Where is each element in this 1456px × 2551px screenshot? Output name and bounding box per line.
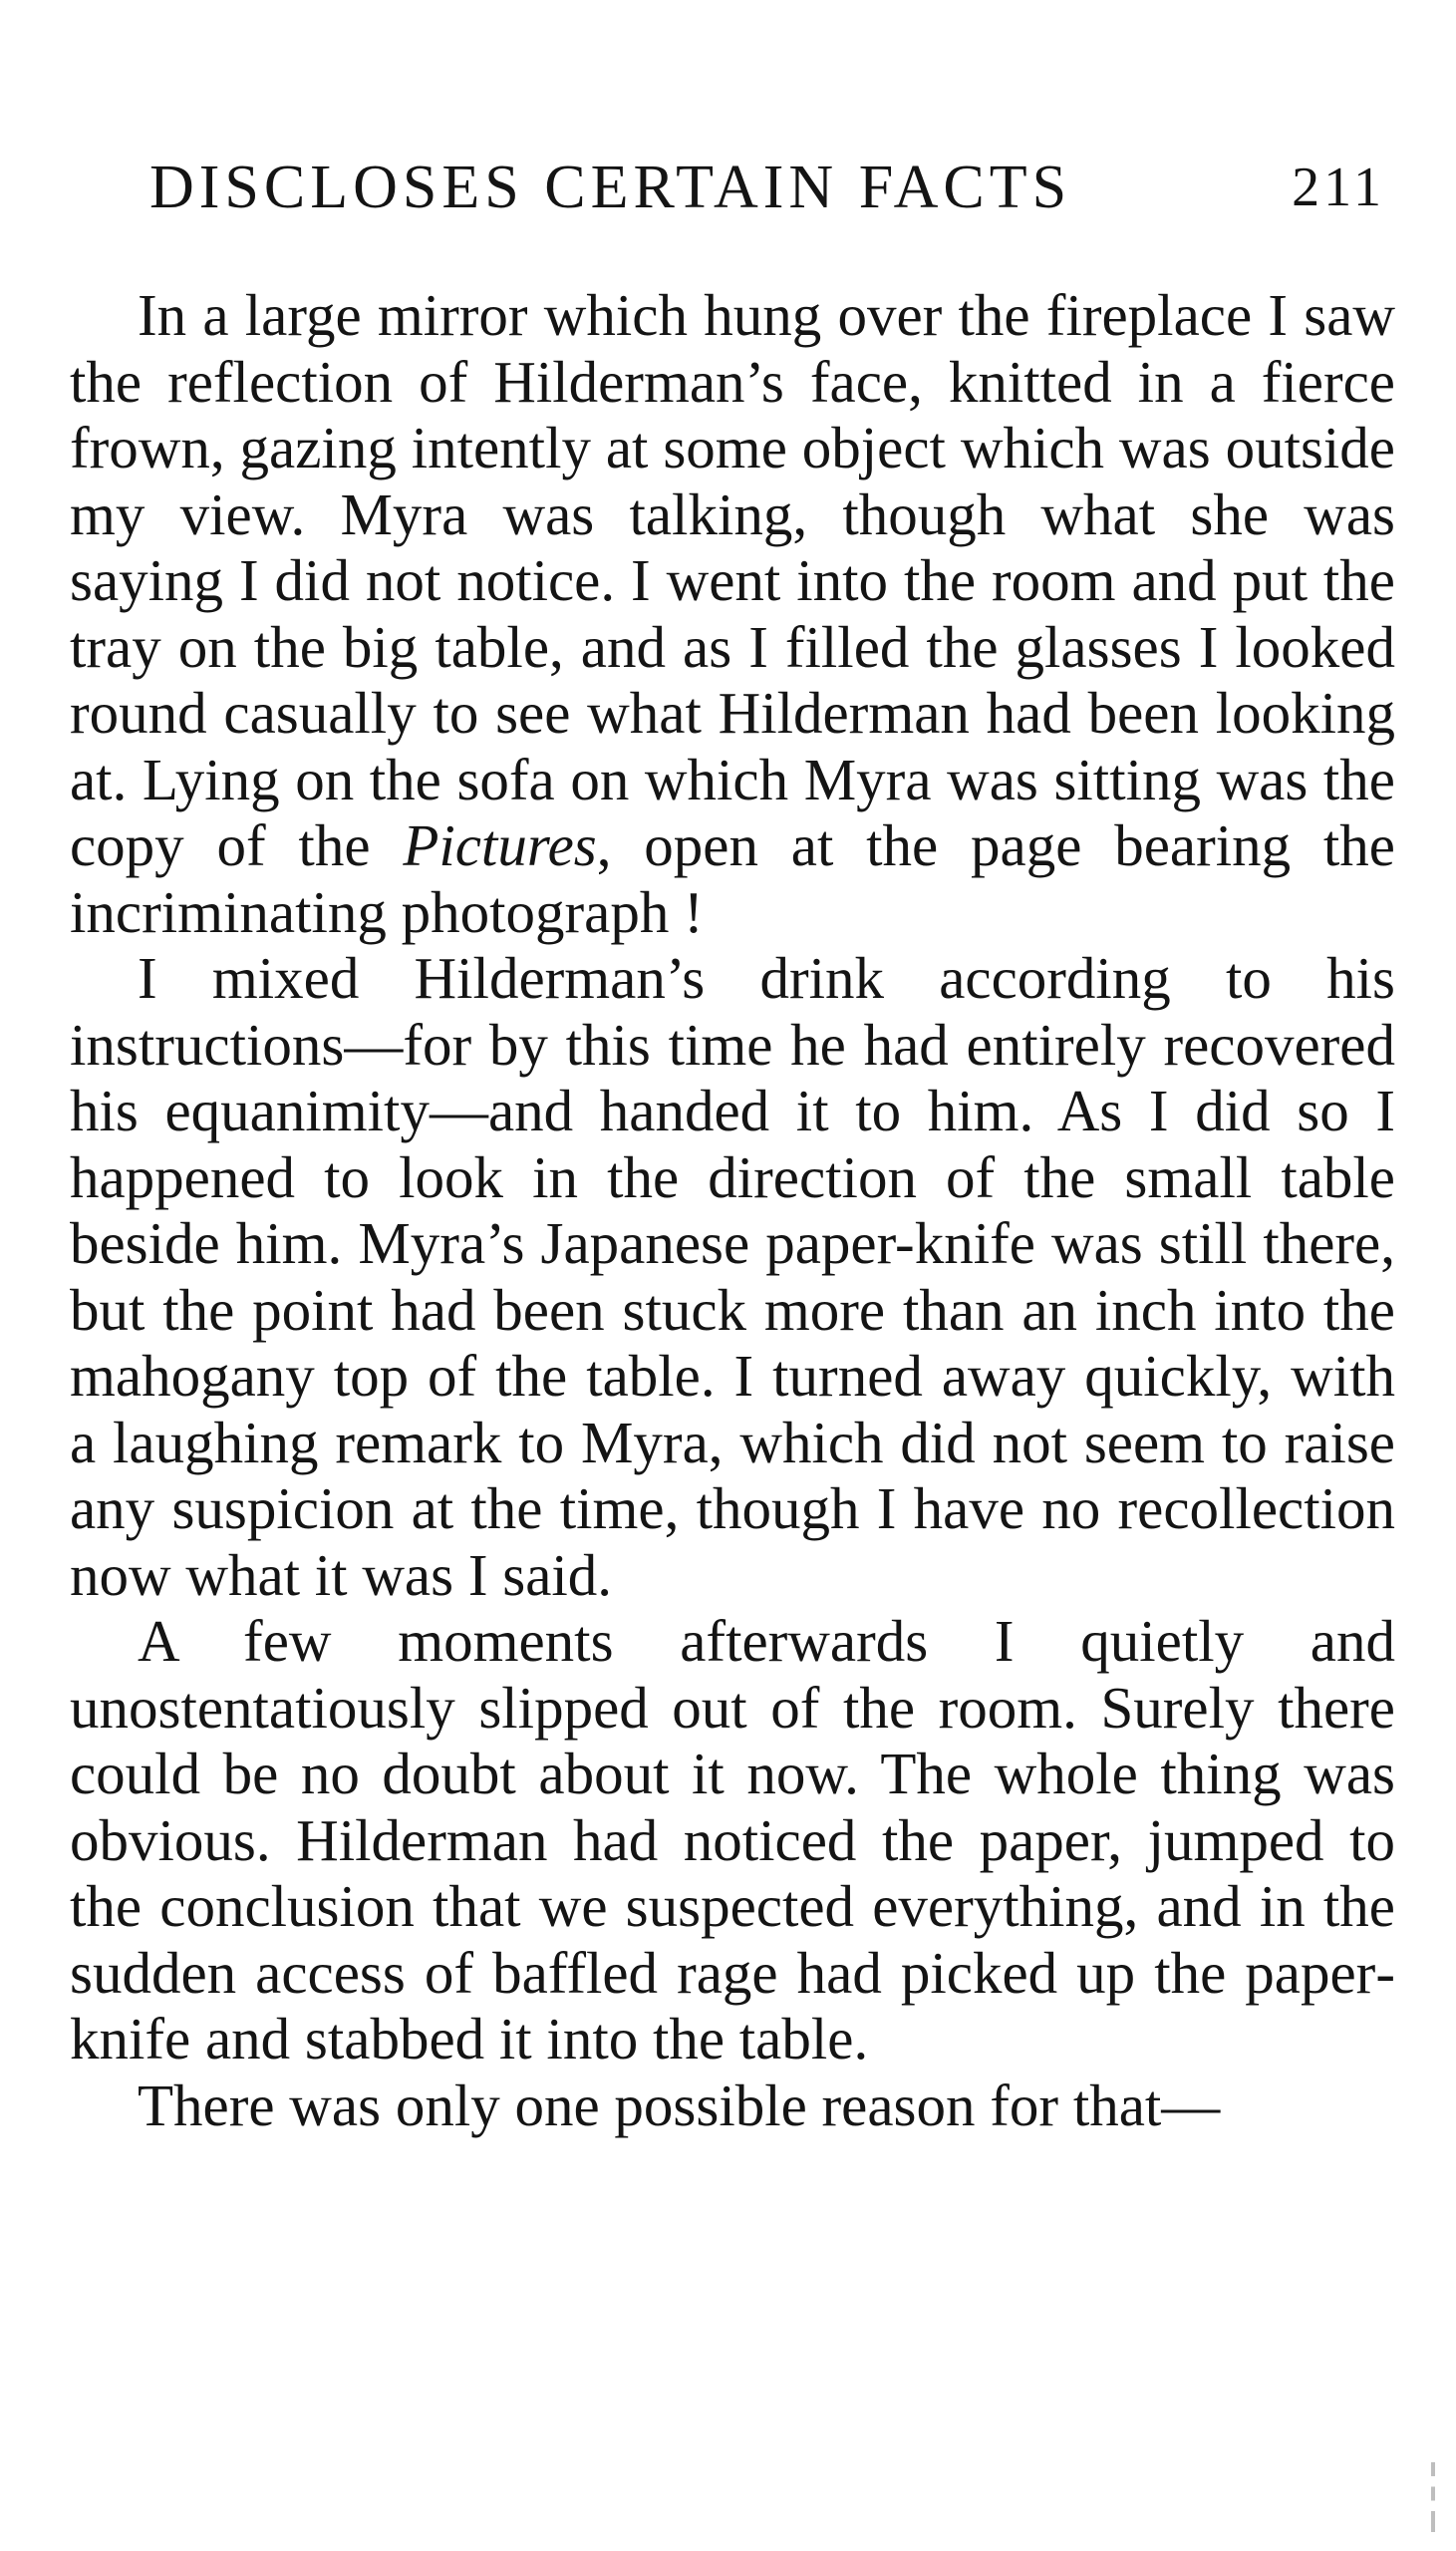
paragraph-paper-knife: I mixed Hilderman’s drink according to his instructions—for by this time he had entirely recovered his equanimity—and handed it to him. As I did so I happened to look in the direction of the small table beside him. Myra’s Japanese paper-knife was still there, but the point had been stuck more than an inch into the mahogany top of the table. I turned away quickly, with a laughing remark to Myra, which did not seem to raise any suspicion at the time, though I have no recollection now what it was I said. [70, 945, 1395, 1608]
page-edge-mark [1431, 2462, 1435, 2532]
paragraph-mirror [70, 282, 1395, 945]
paragraph-text: , open at the page bearing the incriminating photograph ! [70, 812, 1395, 945]
paragraph-slipped-out: A few moments afterwards I quietly and unostentatiously slipped out of the room. Surely there could be no doubt about it now. The whole thing was obvious. Hilderman had noticed the paper, jumped to the conclusion that we suspected everything, and in the sudden access of baffled rage had picked up the paperknife and stabbed it into the table. [70, 1608, 1395, 2072]
paragraph-text: In a large mirror which hung over the fireplace I saw the reflection of Hilderman’s face, knitted in a fierce frown, gazing intently at some object which was outside my view. Myra was talking, though what she was saying I did not notice. I went into the room and put the tray on the big table, and as I filled the glasses I looked round casually to see what Hilderman had been looking at. Lying on the sofa on which Myra was sitting was the copy of the [70, 282, 1395, 878]
page-number: 211 [1292, 157, 1385, 218]
running-head [149, 148, 1385, 227]
chapter-running-title: DISCLOSES CERTAIN FACTS [149, 154, 1072, 221]
publication-title: Pictures [403, 812, 597, 878]
body-text [70, 282, 1395, 2138]
paragraph-reason: There was only one possible reason for that— [138, 2072, 1221, 2138]
